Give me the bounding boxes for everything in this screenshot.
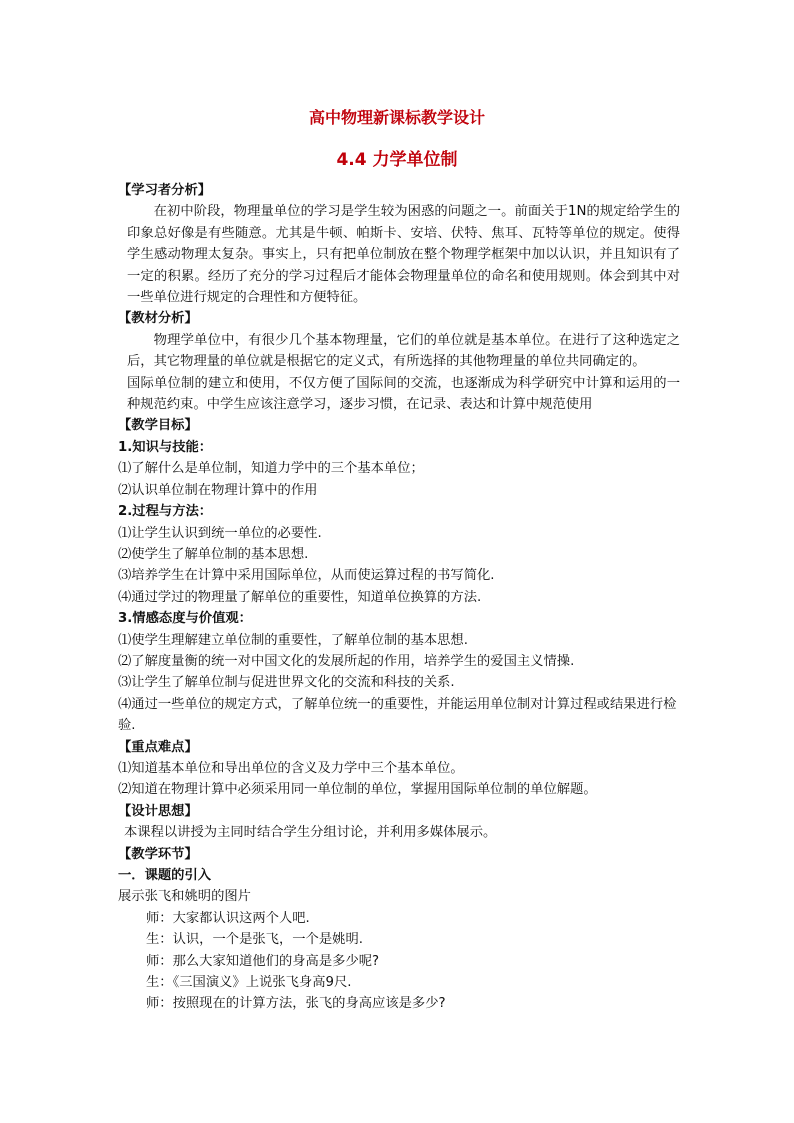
list-item: ⑷通过学过的物理量了解单位的重要性，知道单位换算的方法. [118, 589, 482, 605]
section-heading-objectives: 【教学目标】 [118, 418, 198, 434]
document-title: 高中物理新课标教学设计 [308, 108, 485, 127]
paragraph-learner: 在初中阶段，物理量单位的学习是学生较为困惑的问题之一。前面关于1N的规定给学生的印象总好像是有些随意。尤其是牛顿、帕斯卡、安培、伏特、焦耳、瓦特等单位的规定。使得学生感动物理太复杂。事实上，只有把单位制放在整个物理学框架中加以认识，并且知识有了一定的积累。经历了充分的学习过程后才能体会物理量单位的命名和使用规则。体会到其中对一些单位进行规定的合理性和方便特征。 [127, 204, 680, 306]
section-heading-procedure: 【教学环节】 [118, 846, 198, 862]
paragraph-textbook-1: 物理学单位中，有很少几个基本物理量，它们的单位就是基本单位。在进行了这种选定之后，其它物理量的单位就是根据它的定义式，有所选择的其他物理量的单位共同确定的。 [127, 332, 680, 370]
lesson-title: 4.4 力学单位制 [336, 150, 458, 170]
list-item: ⑵认识单位制在物理计算中的作用 [118, 482, 318, 498]
paragraph-design: 本课程以讲授为主同时结合学生分组讨论，并利用多媒体展示。 [124, 825, 497, 841]
dialog-line: 生：《三国演义》上说张飞身高9尺. [146, 975, 352, 991]
list-item: ⑴使学生理解建立单位制的重要性，了解单位制的基本思想. [118, 632, 468, 648]
dialog-line: 师：大家都认识这两个人吧. [146, 910, 310, 926]
procedure-step-1: 一．课题的引入 [118, 868, 212, 883]
dialog-line: 师：按照现在的计算方法，张飞的身高应该是多少? [146, 996, 446, 1012]
objective-group-2-title: 2.过程与方法： [118, 504, 213, 520]
objective-group-3-title: 3.情感态度与价值观： [118, 611, 252, 627]
procedure-intro: 展示张飞和姚明的图片 [118, 889, 251, 905]
list-item: ⑶培养学生在计算中采用国际单位，从而使运算过程的书写简化. [118, 568, 495, 584]
section-heading-key-points: 【重点难点】 [118, 739, 198, 755]
list-item: ⑶让学生了解单位制与促进世界文化的交流和科技的关系. [118, 675, 455, 691]
list-item: ⑵了解度量衡的统一对中国文化的发展所起的作用，培养学生的爱国主义情操. [118, 653, 575, 669]
section-heading-textbook: 【教材分析】 [118, 311, 198, 327]
list-item: ⑵知道在物理计算中必须采用同一单位制的单位，掌握用国际单位制的单位解题。 [118, 782, 597, 798]
list-item: ⑵使学生了解单位制的基本思想. [118, 546, 309, 562]
dialog-line: 师：那么大家知道他们的身高是多少呢? [146, 953, 380, 969]
objective-group-1-title: 1.知识与技能： [118, 439, 213, 455]
list-item: ⑴知道基本单位和导出单位的含义及力学中三个基本单位。 [118, 760, 464, 776]
dialog-line: 生：认识，一个是张飞，一个是姚明. [146, 932, 363, 948]
section-heading-learner: 【学习者分析】 [118, 183, 212, 198]
list-item: ⑷通过一些单位的规定方式，了解单位统一的重要性，并能运用单位制对计算过程或结果进行检验. [118, 696, 677, 734]
list-item: ⑴了解什么是单位制，知道力学中的三个基本单位； [118, 461, 424, 477]
list-item: ⑴让学生认识到统一单位的必要性. [118, 525, 322, 541]
paragraph-textbook-2: 国际单位制的建立和使用，不仅方便了国际间的交流，也逐渐成为科学研究中计算和运用的一种规范约束。中学生应该注意学习，逐步习惯，在记录、表达和计算中规范使用 [127, 375, 680, 413]
document-body [118, 180, 680, 1015]
section-heading-design: 【设计思想】 [118, 803, 198, 819]
